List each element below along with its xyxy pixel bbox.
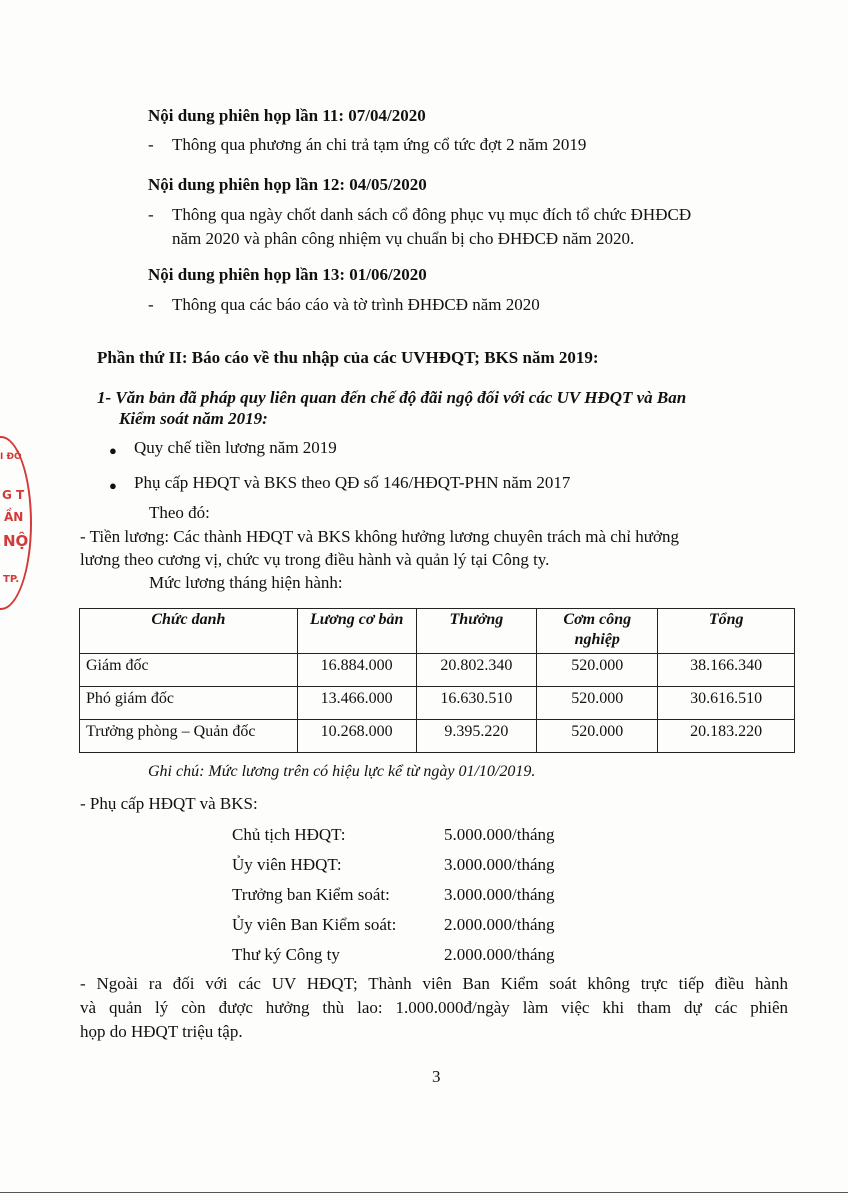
bullet-icon: ● (109, 478, 117, 493)
cell-total: 38.166.340 (658, 654, 795, 687)
cell-base: 16.884.000 (297, 654, 416, 687)
table-header-row (80, 609, 795, 654)
salary-table (79, 608, 795, 753)
cell-title: Phó giám đốc (80, 687, 298, 720)
meeting-12-item-line1: Thông qua ngày chốt danh sách cổ đông phục vụ mục đích tổ chức ĐHĐCĐ (172, 205, 692, 224)
part2-heading: Phần thứ II: Báo cáo về thu nhập của các UVHĐQT; BKS năm 2019: (97, 348, 599, 367)
header-com-cong-nghiep: Cơm công nghiệp (537, 609, 658, 654)
table-row (80, 720, 795, 753)
cell-base: 13.466.000 (297, 687, 416, 720)
header-tong: Tổng (658, 609, 795, 654)
cell-bonus: 9.395.220 (416, 720, 537, 753)
cell-bonus: 20.802.340 (416, 654, 537, 687)
header-thuong: Thưởng (416, 609, 537, 654)
allowance-heading: - Phụ cấp HĐQT và BKS: (80, 794, 258, 813)
cell-meal: 520.000 (537, 687, 658, 720)
allowance-value: 5.000.000/tháng (444, 825, 555, 844)
bullet-icon: ● (109, 443, 117, 458)
allowance-value: 3.000.000/tháng (444, 885, 555, 904)
stamp-text: I ĐÔ (0, 452, 22, 462)
meeting-12-item-line2: năm 2020 và phân công nhiệm vụ chuẩn bị cho ĐHĐCĐ năm 2020. (172, 229, 635, 248)
header-chuc-danh: Chức danh (80, 609, 298, 654)
tien-luong-line1: - Tiền lương: Các thành HĐQT và BKS không hưởng lương chuyên trách mà chỉ hưởng (80, 527, 679, 546)
stamp-text: NỘ (3, 532, 29, 550)
allowance-name: Trưởng ban Kiểm soát: (232, 885, 390, 904)
meeting-13-item: Thông qua các báo cáo và tờ trình ĐHĐCĐ năm 2020 (172, 295, 540, 314)
allowance-name: Ủy viên Ban Kiểm soát: (232, 915, 397, 934)
other-line2: và quản lý còn được hưởng thù lao: 1.000.000đ/ngày làm việc khi tham dự các phiên (80, 998, 788, 1017)
meeting-11-title: Nội dung phiên họp lần 11: 07/04/2020 (148, 106, 426, 125)
allowance-value: 2.000.000/tháng (444, 945, 555, 964)
dash-marker: - (148, 135, 154, 154)
meeting-13-title: Nội dung phiên họp lần 13: 01/06/2020 (148, 265, 427, 284)
salary-note: Ghi chú: Mức lương trên có hiệu lực kể từ ngày 01/10/2019. (148, 763, 536, 780)
header-luong-co-ban: Lương cơ bản (297, 609, 416, 654)
theo-do: Theo đó: (149, 503, 210, 522)
other-line3: họp do HĐQT triệu tập. (80, 1022, 243, 1041)
page-edge-line (0, 1192, 848, 1193)
section1-title-line2: Kiểm soát năm 2019: (119, 409, 268, 428)
table-row (80, 654, 795, 687)
cell-title: Giám đốc (80, 654, 298, 687)
cell-total: 20.183.220 (658, 720, 795, 753)
stamp-text: G T (2, 488, 25, 502)
cell-base: 10.268.000 (297, 720, 416, 753)
page-number: 3 (432, 1067, 441, 1086)
dash-marker: - (148, 205, 154, 224)
allowance-value: 3.000.000/tháng (444, 855, 555, 874)
muc-luong-heading: Mức lương tháng hiện hành: (149, 573, 343, 592)
cell-meal: 520.000 (537, 654, 658, 687)
cell-meal: 520.000 (537, 720, 658, 753)
cell-bonus: 16.630.510 (416, 687, 537, 720)
table-row (80, 687, 795, 720)
allowance-name: Thư ký Công ty (232, 945, 340, 964)
meeting-11-item: Thông qua phương án chi trả tạm ứng cổ tức đợt 2 năm 2019 (172, 135, 587, 154)
dash-marker: - (148, 295, 154, 314)
tien-luong-line2: lương theo cương vị, chức vụ trong điều hành và quản lý tại Công ty. (80, 550, 550, 569)
allowance-name: Chủ tịch HĐQT: (232, 825, 346, 844)
cell-title: Trưởng phòng – Quản đốc (80, 720, 298, 753)
bullet-item-1: Quy chế tiền lương năm 2019 (134, 438, 337, 457)
meeting-12-title: Nội dung phiên họp lần 12: 04/05/2020 (148, 175, 427, 194)
allowance-value: 2.000.000/tháng (444, 915, 555, 934)
bullet-item-2: Phụ cấp HĐQT và BKS theo QĐ số 146/HĐQT-PHN năm 2017 (134, 473, 571, 492)
other-line1: - Ngoài ra đối với các UV HĐQT; Thành viên Ban Kiểm soát không trực tiếp điều hành (80, 974, 788, 993)
allowance-name: Ủy viên HĐQT: (232, 855, 342, 874)
cell-total: 30.616.510 (658, 687, 795, 720)
section1-title-line1: 1- Văn bản đã pháp quy liên quan đến chế độ đãi ngộ đối với các UV HĐQT và Ban (97, 388, 687, 407)
stamp-text: TP. (3, 574, 20, 585)
stamp-text: ẦN (4, 510, 24, 524)
